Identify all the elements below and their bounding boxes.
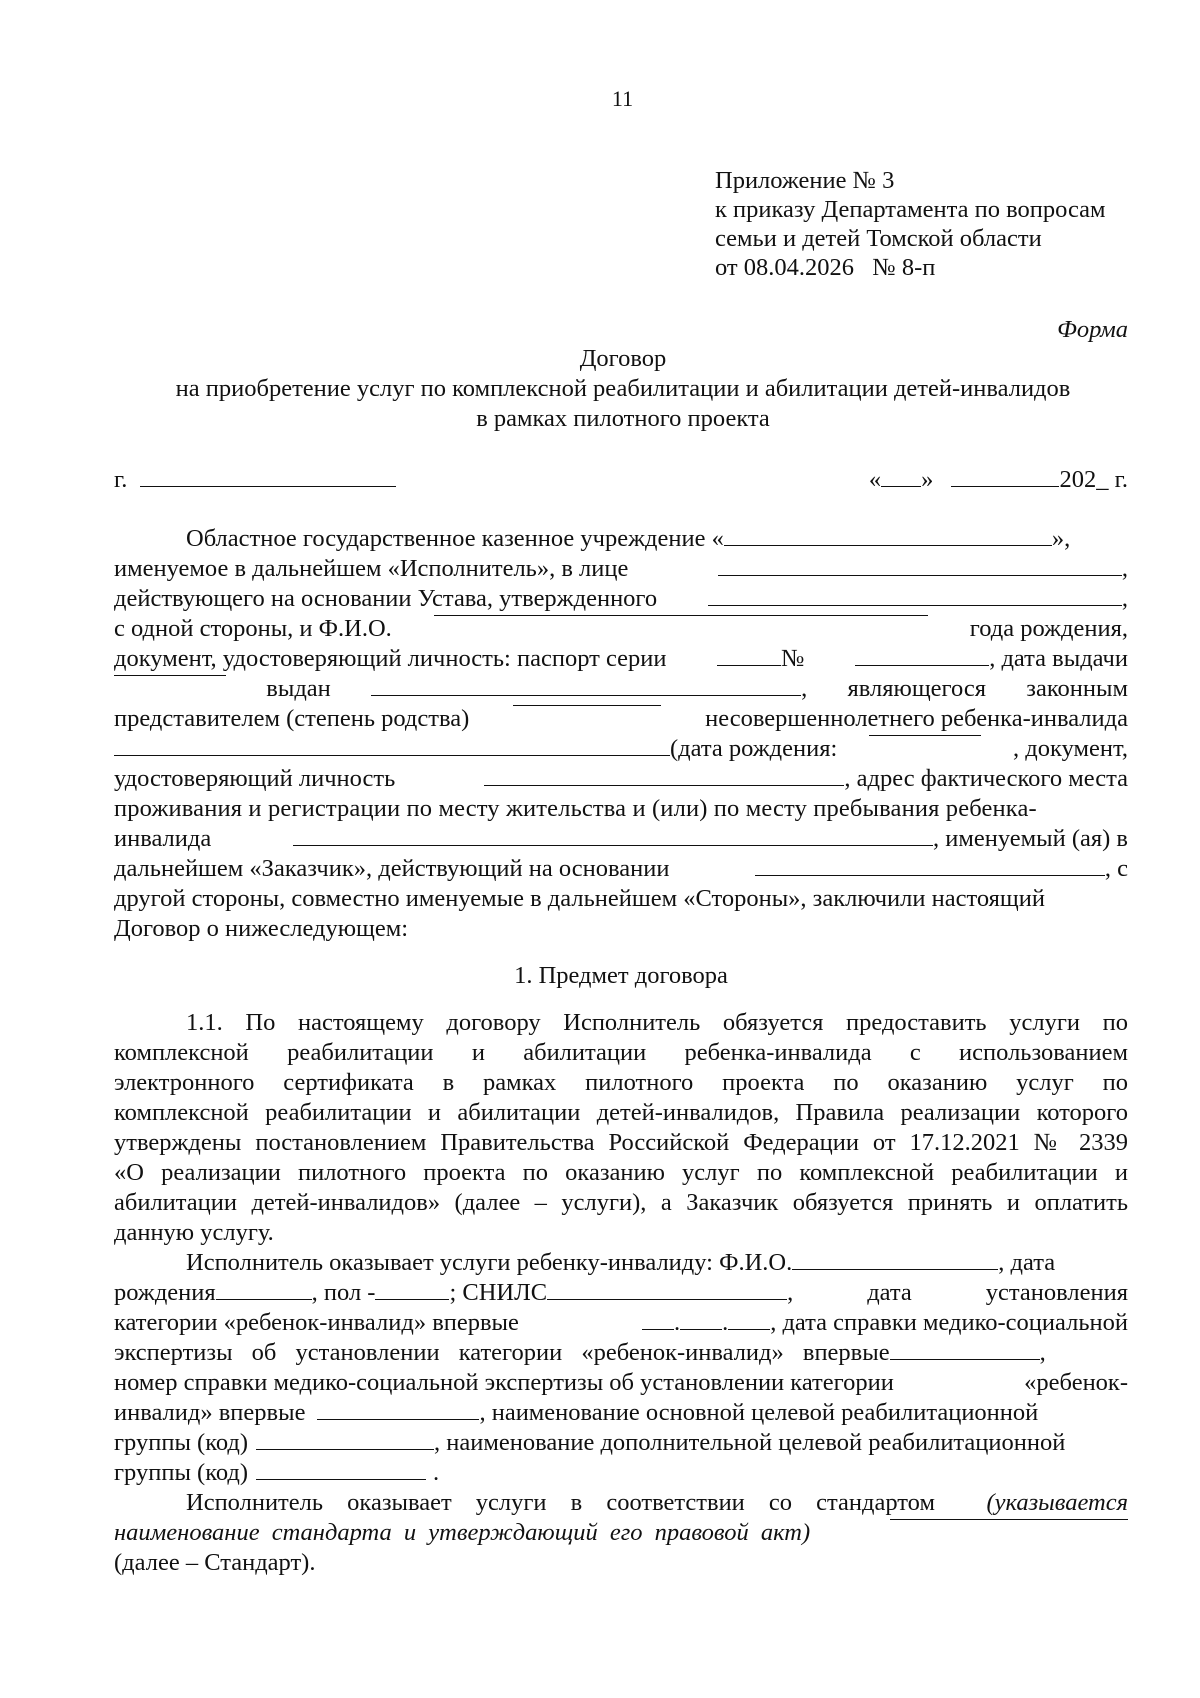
city-prefix: г. xyxy=(114,466,128,493)
child-info-line xyxy=(114,1458,1128,1488)
day-blank[interactable] xyxy=(642,1328,674,1330)
text: ; СНИЛС xyxy=(449,1279,548,1306)
text: , наименование дополнительной целевой реабилитационной xyxy=(434,1429,1066,1456)
text: несовершеннолетнего ребенка-инвалида xyxy=(705,705,1128,732)
standard-line xyxy=(114,1548,1128,1578)
preamble-line xyxy=(114,704,1128,734)
child-info-line xyxy=(114,1278,1128,1308)
date-field xyxy=(869,466,1128,494)
text: документ, удостоверяющий личность: паспорт серии xyxy=(114,645,667,672)
appendix-block xyxy=(715,166,1106,282)
address-blank[interactable] xyxy=(293,844,933,846)
text: инвалид» впервые xyxy=(114,1399,306,1426)
month-blank[interactable] xyxy=(680,1328,722,1330)
mse-number-blank[interactable] xyxy=(317,1418,479,1420)
appendix-line: к приказу Департамента по вопросам xyxy=(715,196,1106,223)
text: с одной стороны, и Ф.И.О. xyxy=(114,615,392,642)
preamble-line xyxy=(114,554,1128,584)
document-title xyxy=(120,344,1126,434)
text: , xyxy=(801,675,808,702)
text: , документ, xyxy=(1013,735,1128,762)
passport-number-blank[interactable] xyxy=(855,664,989,666)
preamble-line xyxy=(114,884,1128,914)
date-quote-close: » xyxy=(921,466,934,493)
text: , дата справки медико-социальной xyxy=(770,1309,1128,1336)
text: установления xyxy=(985,1279,1128,1306)
text: № xyxy=(781,645,805,672)
child-info-line xyxy=(114,1308,1128,1338)
text: представителем (степень родства) xyxy=(114,705,470,732)
text: дальнейшем «Заказчик», действующий на основании xyxy=(114,855,670,882)
clause-line: абилитации детей-инвалидов» (далее – услуги), а Заказчик обязуется принять и оплатить xyxy=(114,1189,1128,1216)
text: Областное государственное казенное учреждение « xyxy=(186,525,724,552)
text: , именуемый (ая) в xyxy=(932,825,1128,852)
text: (далее – Стандарт). xyxy=(114,1549,316,1576)
text: Исполнитель оказывает услуги в соответствии со стандартом xyxy=(186,1489,935,1516)
preamble-line xyxy=(114,734,1128,764)
text: дата xyxy=(867,1279,912,1306)
preamble-line xyxy=(114,674,1128,704)
section-heading: 1. Предмет договора xyxy=(514,962,728,989)
main-group-blank[interactable] xyxy=(256,1448,434,1450)
title-line: в рамках пилотного проекта xyxy=(476,405,770,432)
preamble-line xyxy=(114,644,1128,674)
text: , xyxy=(1039,1339,1046,1366)
clause-line: данную услугу. xyxy=(114,1219,274,1246)
mse-date-blank[interactable] xyxy=(890,1358,1040,1360)
text: наименование стандарта и утверждающий его правовой акт) xyxy=(114,1519,811,1546)
child-birth-blank[interactable] xyxy=(216,1298,312,1300)
text: экспертизы об установлении категории «ребенок-инвалид» впервые xyxy=(114,1339,890,1366)
clause-line: электронного сертификата в рамках пилотного проекта по оказанию услуг по xyxy=(114,1069,1128,1096)
year-label: 202_ г. xyxy=(1059,466,1128,493)
preamble-line xyxy=(114,824,1128,854)
text: года рождения, xyxy=(969,615,1128,642)
title-line: Договор xyxy=(579,345,667,372)
text: другой стороны, совместно именуемые в дальнейшем «Стороны», заключили настоящий xyxy=(114,885,1046,912)
kinship-blank[interactable] xyxy=(513,704,661,706)
text: . xyxy=(673,1309,681,1336)
preamble-line xyxy=(114,794,1128,824)
document-body xyxy=(114,524,1128,1578)
preamble-line xyxy=(114,584,1128,614)
child-name-blank[interactable] xyxy=(114,754,670,756)
charter-blank[interactable] xyxy=(708,604,1122,606)
text: , пол - xyxy=(311,1279,376,1306)
day-blank[interactable] xyxy=(881,485,921,487)
clause-line: комплексной реабилитации и абилитации ребенка-инвалида с использованием xyxy=(114,1039,1128,1066)
text: , дата выдачи xyxy=(989,645,1128,672)
extra-group-blank[interactable] xyxy=(256,1478,426,1480)
text: рождения xyxy=(114,1279,216,1306)
clause-line: комплексной реабилитации и абилитации детей-инвалидов, Правила реализации которого xyxy=(114,1099,1128,1126)
child-info-line xyxy=(114,1428,1128,1458)
issue-date-blank[interactable] xyxy=(114,674,226,676)
parent-name-blank[interactable] xyxy=(434,614,928,616)
appendix-line: от 08.04.2026 № 8-п xyxy=(715,254,936,281)
standard-line xyxy=(114,1488,1128,1518)
text: », xyxy=(1051,525,1071,552)
text: (дата рождения: xyxy=(670,735,838,762)
child-info-line xyxy=(114,1338,1128,1368)
text: , xyxy=(1121,555,1128,582)
text: . xyxy=(722,1309,729,1336)
text: являющегося xyxy=(847,675,986,702)
text: , xyxy=(1121,585,1128,612)
standard-blank[interactable] xyxy=(890,1518,1128,1520)
text: выдан xyxy=(266,675,331,702)
text: категории «ребенок-инвалид» впервые xyxy=(114,1309,519,1336)
title-line: на приобретение услуг по комплексной реабилитации и абилитации детей-инвалидов xyxy=(175,375,1071,402)
appendix-line: семьи и детей Томской области xyxy=(715,225,1042,252)
gender-blank[interactable] xyxy=(375,1298,449,1300)
text: Договор о нижеследующем: xyxy=(114,915,409,942)
text: группы (код) xyxy=(114,1429,249,1456)
text: удостоверяющий личность xyxy=(114,765,396,792)
issued-by-blank[interactable] xyxy=(371,694,801,696)
text: , xyxy=(787,1279,794,1306)
standard-line xyxy=(114,1518,1128,1548)
child-info-line xyxy=(114,1368,1128,1398)
representative-blank[interactable] xyxy=(718,574,1122,576)
text: номер справки медико-социальной экспертизы об установлении категории xyxy=(114,1369,894,1396)
text: «ребенок- xyxy=(1024,1369,1128,1396)
text: , дата xyxy=(998,1249,1056,1276)
form-label: Форма xyxy=(1057,316,1128,343)
preamble-line xyxy=(114,914,1128,944)
text: действующего на основании Устава, утвержденного xyxy=(114,585,658,612)
snils-blank[interactable] xyxy=(547,1298,787,1300)
basis-blank[interactable] xyxy=(755,874,1105,876)
passport-series-blank[interactable] xyxy=(717,664,781,666)
date-quote-open: « xyxy=(868,466,882,493)
city-blank[interactable] xyxy=(140,485,396,487)
page-number: 11 xyxy=(611,86,634,111)
text: (указывается xyxy=(986,1489,1128,1516)
child-document-blank[interactable] xyxy=(484,784,844,786)
child-birthdate-blank[interactable] xyxy=(869,734,981,736)
preamble-line xyxy=(114,764,1128,794)
place-date-line xyxy=(114,466,1128,496)
child-info-line xyxy=(114,1398,1128,1428)
child-fio-blank[interactable] xyxy=(792,1268,998,1270)
institution-blank[interactable] xyxy=(724,544,1052,546)
year-blank[interactable] xyxy=(728,1328,770,1330)
clause-line: «О реализации пилотного проекта по оказанию услуг по комплексной реабилитации и xyxy=(114,1159,1128,1186)
text: законным xyxy=(1026,675,1128,702)
text: , с xyxy=(1104,855,1128,882)
clause-line: 1.1. По настоящему договору Исполнитель обязуется предоставить услуги по xyxy=(186,1009,1128,1036)
text: . xyxy=(433,1459,440,1486)
text: , адрес фактического места xyxy=(844,765,1128,792)
preamble-line xyxy=(114,854,1128,884)
text: инвалида xyxy=(114,825,212,852)
text: группы (код) xyxy=(114,1459,249,1486)
month-blank[interactable] xyxy=(951,485,1059,487)
text: Исполнитель оказывает услуги ребенку-инвалиду: Ф.И.О. xyxy=(186,1249,793,1276)
preamble-line xyxy=(114,614,1128,644)
text: именуемое в дальнейшем «Исполнитель», в лице xyxy=(114,555,629,582)
text: , наименование основной целевой реабилитационной xyxy=(479,1399,1039,1426)
text: проживания и регистрации по месту жительства и (или) по месту пребывания ребенка- xyxy=(114,795,1037,822)
clause-line: утверждены постановлением Правительства Российской Федерации от 17.12.2021 № 2339 xyxy=(114,1129,1128,1156)
city-field xyxy=(114,466,396,494)
appendix-line: Приложение № 3 xyxy=(715,167,895,194)
child-info-line xyxy=(114,1248,1128,1278)
preamble-line xyxy=(114,524,1128,554)
